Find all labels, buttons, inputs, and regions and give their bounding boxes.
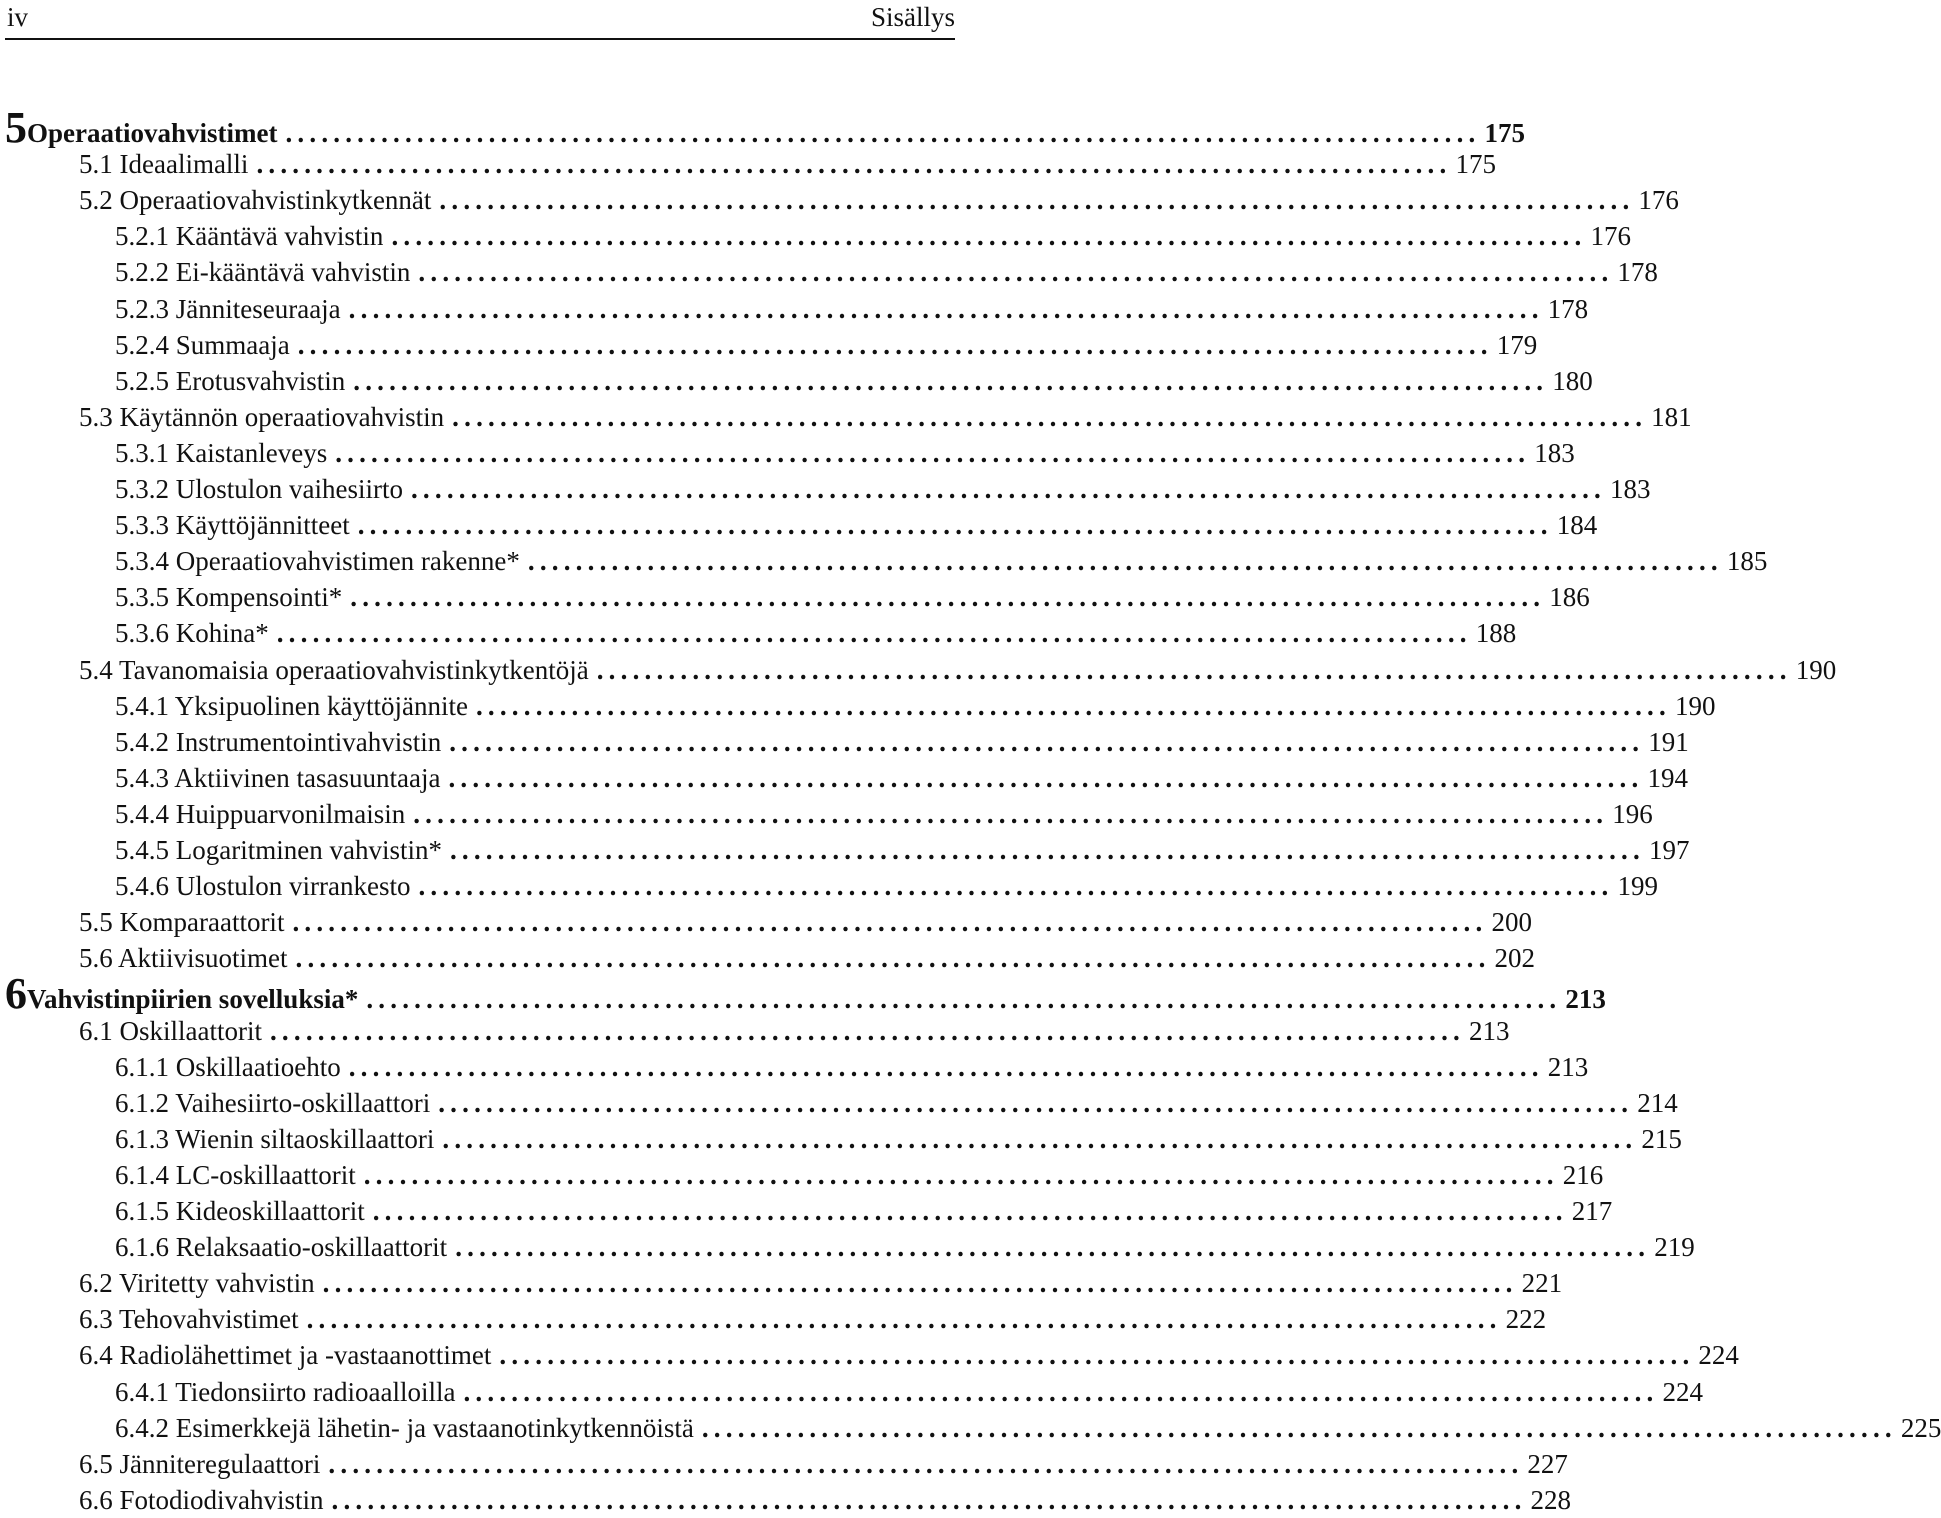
entry-title: 5.3.4 Operaatiovahvistimen rakenne* xyxy=(115,546,520,576)
toc-entry[interactable] xyxy=(0,1121,1682,1157)
toc-entry[interactable] xyxy=(0,435,1575,471)
entry-page-number: 219 xyxy=(1654,1232,1695,1262)
entry-title: 5.2.2 Ei-kääntävä vahvistin xyxy=(115,257,411,287)
entry-title: 5.4.5 Logaritminen vahvistin* xyxy=(115,835,442,865)
entry-page-number: 176 xyxy=(1638,185,1679,215)
toc-entry[interactable] xyxy=(0,254,1658,290)
toc-entry[interactable] xyxy=(0,1193,1613,1229)
chapter-number: 6 xyxy=(5,969,27,1018)
entry-page-number: 194 xyxy=(1647,763,1688,793)
entry-page-number: 183 xyxy=(1534,438,1575,468)
entry-page-number: 188 xyxy=(1475,618,1517,648)
dot-leader: .................................................................................................... xyxy=(366,984,1562,1014)
dot-leader: .................................................................................................... xyxy=(306,1304,1502,1334)
entry-page-number: 196 xyxy=(1612,799,1653,829)
page-number: iv xyxy=(7,2,29,32)
entry-title: 5.4.6 Ulostulon virrankesto xyxy=(115,871,411,901)
dot-leader: .................................................................................................... xyxy=(391,221,1587,251)
entry-page-number: 179 xyxy=(1496,330,1538,360)
dot-leader: .................................................................................................... xyxy=(413,799,1609,829)
entry-title: 5.3.5 Kompensointi* xyxy=(115,582,343,612)
entry-title: 5.3 Käytännön operaatiovahvistin xyxy=(79,402,445,432)
dot-leader: .................................................................................................... xyxy=(499,1340,1695,1370)
toc-entry[interactable] xyxy=(0,1482,1572,1518)
dot-leader: .................................................................................................... xyxy=(363,1160,1559,1190)
toc-entry[interactable] xyxy=(0,724,1689,760)
toc-entry[interactable] xyxy=(0,291,1589,327)
toc-entry[interactable] xyxy=(0,940,1536,976)
dot-leader: .................................................................................................... xyxy=(350,582,1546,612)
dot-leader: .................................................................................................... xyxy=(285,118,1481,148)
entry-page-number: 184 xyxy=(1556,510,1598,540)
toc-entry[interactable] xyxy=(0,399,1692,435)
entry-title: 5.2.1 Kääntävä vahvistin xyxy=(115,221,384,251)
entry-page-number: 190 xyxy=(1674,691,1716,721)
entry-page-number: 199 xyxy=(1617,871,1658,901)
dot-leader: .................................................................................................... xyxy=(527,546,1723,576)
toc-entry[interactable] xyxy=(0,146,1496,182)
toc-entry[interactable] xyxy=(0,1085,1678,1121)
toc-entry[interactable] xyxy=(0,471,1651,507)
dot-leader: .................................................................................................... xyxy=(449,835,1645,865)
entry-page-number: 224 xyxy=(1698,1340,1739,1370)
dot-leader: .................................................................................................... xyxy=(328,1449,1524,1479)
entry-title: 6.1.1 Oskillaatioehto xyxy=(115,1052,341,1082)
toc-entry[interactable] xyxy=(0,182,1679,218)
dot-leader: .................................................................................................... xyxy=(348,1052,1544,1082)
toc-entry[interactable] xyxy=(0,904,1532,940)
toc-entry[interactable] xyxy=(0,218,1631,254)
entry-title: 5.4.3 Aktiivinen tasasuuntaaja xyxy=(115,763,441,793)
toc-chapter-entry[interactable] xyxy=(0,103,1525,152)
entry-page-number: 202 xyxy=(1494,943,1536,973)
dot-leader: .................................................................................................... xyxy=(418,257,1614,287)
toc-entry[interactable] xyxy=(0,1337,1739,1373)
entry-page-number: 215 xyxy=(1641,1124,1682,1154)
entry-title: 6.4.1 Tiedonsiirto radioaalloilla xyxy=(115,1377,456,1407)
dot-leader: .................................................................................................... xyxy=(439,185,1635,215)
header-rule xyxy=(5,38,955,40)
dot-leader: .................................................................................................... xyxy=(297,330,1493,360)
toc-entry[interactable] xyxy=(0,1049,1589,1085)
entry-title: 6.1.6 Relaksaatio-oskillaattorit xyxy=(115,1232,448,1262)
entry-title: 5.3.6 Kohina* xyxy=(115,618,269,648)
entry-page-number: 200 xyxy=(1491,907,1532,937)
dot-leader: .................................................................................................... xyxy=(322,1268,1518,1298)
entry-page-number: 186 xyxy=(1549,582,1590,612)
entry-page-number: 221 xyxy=(1521,1268,1563,1298)
entry-page-number: 176 xyxy=(1590,221,1631,251)
entry-title: Operaatiovahvistimet xyxy=(27,118,278,148)
toc-entry[interactable] xyxy=(0,832,1690,868)
entry-title: 5.3.2 Ulostulon vaihesiirto xyxy=(115,474,403,504)
entry-title: 6.2 Viritetty vahvistin xyxy=(79,1268,315,1298)
dot-leader: .................................................................................................... xyxy=(475,691,1671,721)
entry-page-number: 181 xyxy=(1651,402,1692,432)
toc-entry[interactable] xyxy=(0,615,1517,651)
dot-leader: .................................................................................................... xyxy=(455,1232,1651,1262)
entry-title: 5.4.1 Yksipuolinen käyttöjännite xyxy=(115,691,468,721)
dot-leader: .................................................................................................... xyxy=(448,763,1644,793)
entry-title: 6.1.4 LC-oskillaattorit xyxy=(115,1160,356,1190)
toc-chapter-entry[interactable] xyxy=(0,969,1606,1018)
entry-title: 6.1.2 Vaihesiirto-oskillaattori xyxy=(115,1088,431,1118)
dot-leader: .................................................................................................... xyxy=(449,727,1645,757)
entry-page-number: 175 xyxy=(1484,118,1525,148)
entry-title: 6.1.3 Wienin siltaoskillaattori xyxy=(115,1124,435,1154)
dot-leader: .................................................................................................... xyxy=(348,294,1544,324)
entry-title: 6.1 Oskillaattorit xyxy=(79,1016,262,1046)
chapter-number: 5 xyxy=(5,103,27,152)
toc-entry[interactable] xyxy=(0,1157,1604,1193)
toc-entry[interactable] xyxy=(0,1229,1695,1265)
section-title: Sisällys xyxy=(870,2,955,32)
dot-leader: .................................................................................................... xyxy=(357,510,1553,540)
toc-entry[interactable] xyxy=(0,507,1598,543)
entry-page-number: 190 xyxy=(1795,655,1837,685)
dot-leader: .................................................................................................... xyxy=(596,655,1792,685)
dot-leader: .................................................................................................... xyxy=(269,1016,1465,1046)
toc-entry[interactable] xyxy=(0,1265,1563,1301)
entry-page-number: 213 xyxy=(1468,1016,1510,1046)
dot-leader: .................................................................................................... xyxy=(276,618,1472,648)
toc-entry[interactable] xyxy=(0,688,1716,724)
dot-leader: .................................................................................................... xyxy=(701,1413,1897,1443)
toc-entry[interactable] xyxy=(0,1446,1568,1482)
toc-entry[interactable] xyxy=(0,327,1538,363)
entry-page-number: 178 xyxy=(1617,257,1658,287)
toc-entry[interactable] xyxy=(0,1410,1941,1446)
toc-entry[interactable] xyxy=(0,760,1688,796)
dot-leader: .................................................................................................... xyxy=(295,943,1491,973)
entry-title: 5.2 Operaatiovahvistinkytkennät xyxy=(79,185,432,215)
page-header xyxy=(0,0,960,40)
entry-page-number: 180 xyxy=(1552,366,1593,396)
dot-leader: .................................................................................................... xyxy=(418,871,1614,901)
entry-title: 5.5 Komparaattorit xyxy=(79,907,285,937)
entry-title: 5.1 Ideaalimalli xyxy=(79,149,249,179)
entry-page-number: 197 xyxy=(1648,835,1690,865)
toc-entry[interactable] xyxy=(0,579,1590,615)
entry-title: 5.4.2 Instrumentointivahvistin xyxy=(115,727,442,757)
dot-leader: .................................................................................................... xyxy=(353,366,1549,396)
dot-leader: .................................................................................................... xyxy=(335,438,1531,468)
toc-entry[interactable] xyxy=(0,1013,1510,1049)
entry-page-number: 214 xyxy=(1637,1088,1678,1118)
entry-title: 6.3 Tehovahvistimet xyxy=(79,1304,299,1334)
entry-page-number: 227 xyxy=(1527,1449,1568,1479)
entry-page-number: 178 xyxy=(1547,294,1589,324)
dot-leader: .................................................................................................... xyxy=(463,1377,1659,1407)
toc-entry[interactable] xyxy=(0,1374,1703,1410)
toc-entry[interactable] xyxy=(0,868,1658,904)
entry-page-number: 213 xyxy=(1565,984,1606,1014)
dot-leader: .................................................................................................... xyxy=(256,149,1452,179)
entry-title: 5.6 Aktiivisuotimet xyxy=(79,943,288,973)
entry-page-number: 224 xyxy=(1662,1377,1703,1407)
entry-page-number: 185 xyxy=(1726,546,1768,576)
entry-page-number: 217 xyxy=(1571,1196,1613,1226)
toc-entry[interactable] xyxy=(0,1301,1547,1337)
dot-leader: .................................................................................................... xyxy=(452,402,1648,432)
entry-title: Vahvistinpiirien sovelluksia* xyxy=(27,984,359,1014)
entry-title: 5.4.4 Huippuarvonilmaisin xyxy=(115,799,406,829)
entry-page-number: 183 xyxy=(1609,474,1651,504)
entry-page-number: 222 xyxy=(1505,1304,1547,1334)
entry-page-number: 191 xyxy=(1648,727,1689,757)
toc-entry[interactable] xyxy=(0,652,1837,688)
entry-page-number: 175 xyxy=(1455,149,1496,179)
entry-title: 5.2.5 Erotusvahvistin xyxy=(115,366,346,396)
dot-leader: .................................................................................................... xyxy=(292,907,1488,937)
entry-page-number: 225 xyxy=(1900,1413,1941,1443)
entry-page-number: 216 xyxy=(1562,1160,1604,1190)
entry-title: 5.2.4 Summaaja xyxy=(115,330,290,360)
entry-title: 6.6 Fotodiodivahvistin xyxy=(79,1485,324,1515)
dot-leader: .................................................................................................... xyxy=(410,474,1606,504)
entry-title: 6.1.5 Kideoskillaattorit xyxy=(115,1196,365,1226)
toc-entry[interactable] xyxy=(0,796,1653,832)
dot-leader: .................................................................................................... xyxy=(331,1485,1527,1515)
entry-title: 5.4 Tavanomaisia operaatiovahvistinkytkentöjä xyxy=(79,655,589,685)
entry-title: 6.5 Jänniteregulaattori xyxy=(79,1449,321,1479)
toc-entry[interactable] xyxy=(0,543,1768,579)
dot-leader: .................................................................................................... xyxy=(438,1088,1634,1118)
entry-title: 6.4.2 Esimerkkejä lähetin- ja vastaanotinkytkennöistä xyxy=(115,1413,694,1443)
entry-page-number: 213 xyxy=(1547,1052,1589,1082)
entry-title: 5.2.3 Jänniteseuraaja xyxy=(115,294,341,324)
entry-title: 5.3.3 Käyttöjännitteet xyxy=(115,510,350,540)
entry-title: 5.3.1 Kaistanleveys xyxy=(115,438,328,468)
toc-entry[interactable] xyxy=(0,363,1593,399)
dot-leader: .................................................................................................... xyxy=(442,1124,1638,1154)
dot-leader: .................................................................................................... xyxy=(372,1196,1568,1226)
entry-page-number: 228 xyxy=(1530,1485,1572,1515)
entry-title: 6.4 Radiolähettimet ja -vastaanottimet xyxy=(79,1340,492,1370)
